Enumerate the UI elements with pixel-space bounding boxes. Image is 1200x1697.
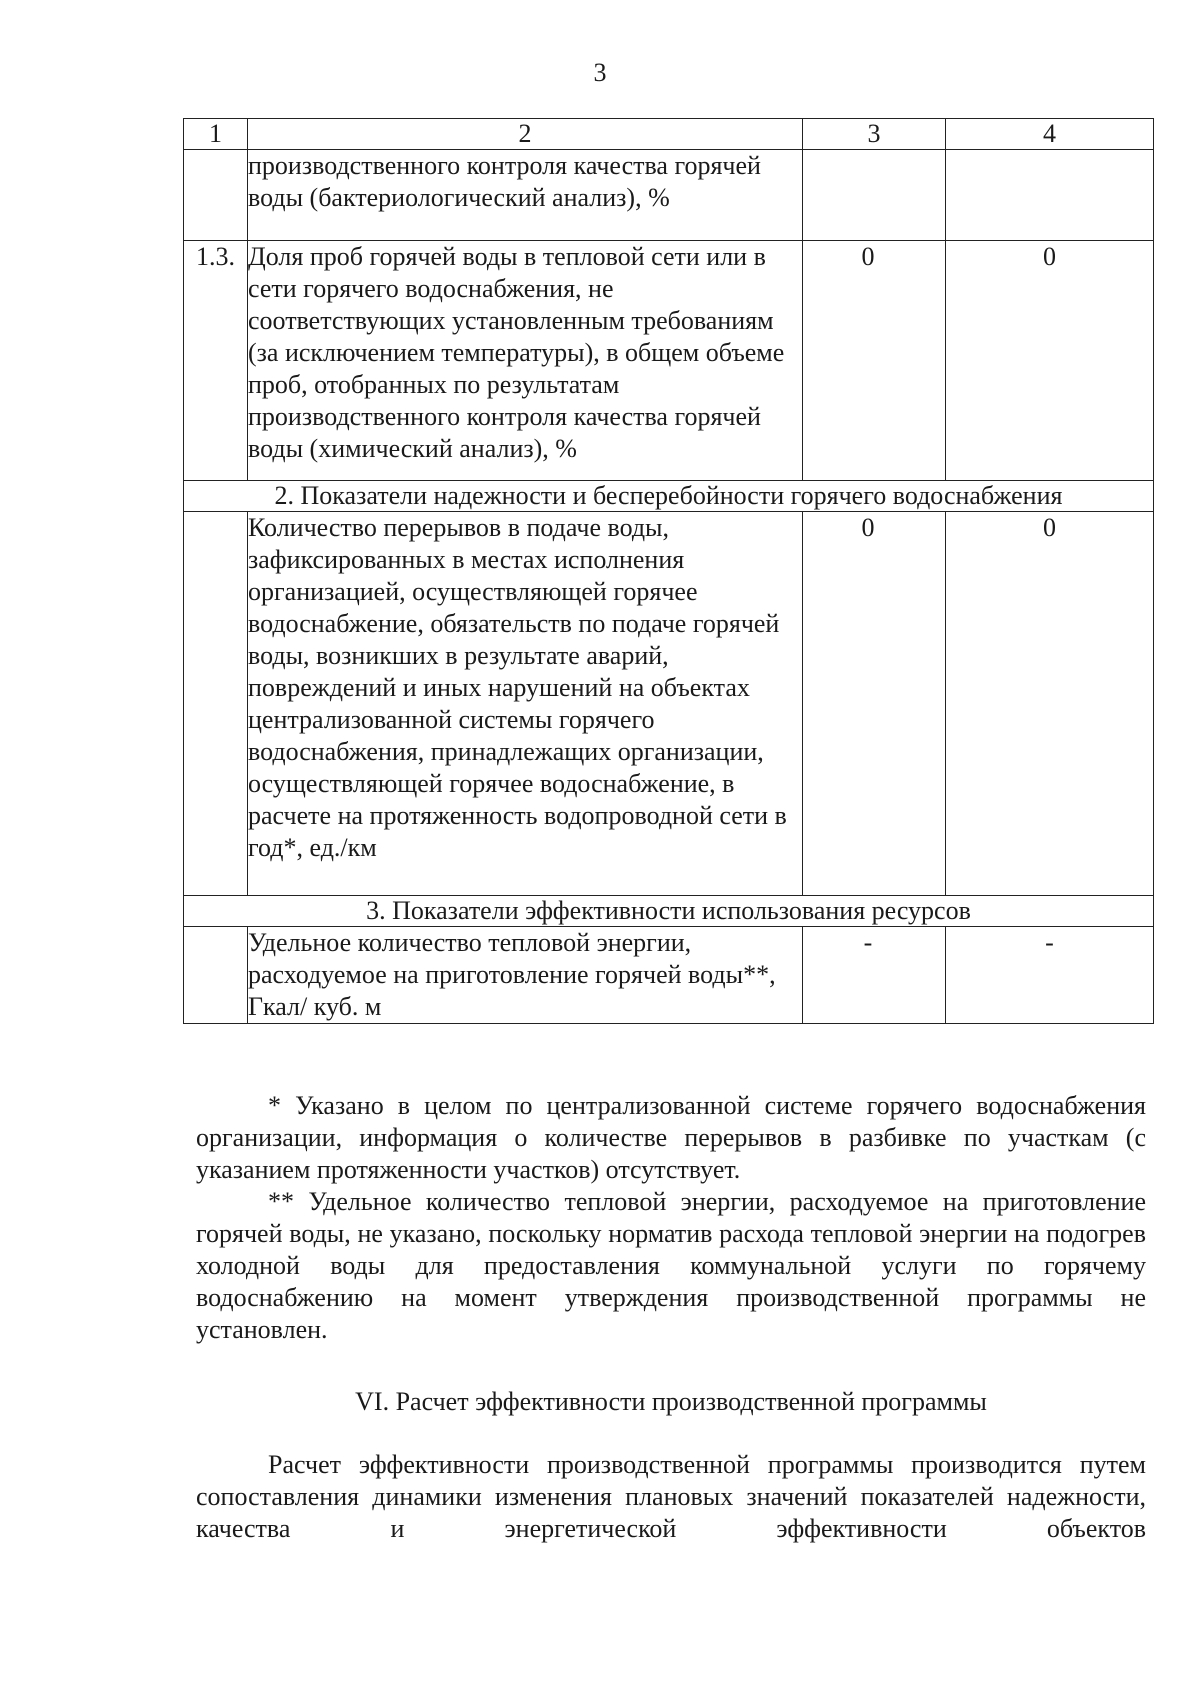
row-number: 1.3. (184, 241, 248, 481)
table-row (184, 241, 1154, 481)
header-col-1: 1 (184, 119, 248, 150)
row-description: производственного контроля качества горячей воды (бактериологический анализ), % (248, 150, 803, 241)
row-description: Доля проб горячей воды в тепловой сети или в сети горячего водоснабжения, не соответствующих установленным требованиям (за исключением температуры), в общем объеме проб, отобранных по результатам производственного контроля качества горячей воды (химический анализ), % (248, 241, 803, 481)
row-value-col3: - (803, 927, 946, 1024)
row-value-col4: - (946, 927, 1154, 1024)
row-value-col3: 0 (803, 512, 946, 896)
header-col-4: 4 (946, 119, 1154, 150)
indicators-table (183, 118, 1154, 1024)
section-2-title: 2. Показатели надежности и бесперебойности горячего водоснабжения (184, 481, 1154, 512)
row-value-col4: 0 (946, 241, 1154, 481)
section-vi-heading: VI. Расчет эффективности производственной программы (355, 1387, 987, 1416)
section-vi-paragraph: Расчет эффективности производственной программы производится путем сопоставления динамики изменения плановых значений показателей надежности, качества и энергетической эффективности объектов (196, 1450, 1146, 1543)
footnote-2: ** Удельное количество тепловой энергии, расходуемое на приготовление горячей воды, не указано, поскольку норматив расхода тепловой энергии на подогрев холодной воды для предоставления коммунальной услуги по горячему водоснабжению на момент утверждения производственной программы не установлен. (196, 1187, 1146, 1344)
table-row (184, 927, 1154, 1024)
table-header-row (184, 119, 1154, 150)
row-value-col4: 0 (946, 512, 1154, 896)
section-3-row (184, 896, 1154, 927)
row-description: Удельное количество тепловой энергии, расходуемое на приготовление горячей воды**, Гкал/ куб. м (248, 927, 803, 1024)
row-value-col4 (946, 150, 1154, 241)
table-row (184, 150, 1154, 241)
row-value-col3 (803, 150, 946, 241)
row-description: Количество перерывов в подаче воды, зафиксированных в местах исполнения организацией, осуществляющей горячее водоснабжение, обязательств по подаче горячей воды, возникших в результате аварий, повреждений и иных нарушений на объектах централизованной системы горячего водоснабжения, принадлежащих организации, осуществляющей горячее водоснабжение, в расчете на протяженность водопроводной сети в год*, ед./км (248, 512, 803, 896)
footnote-1: * Указано в целом по централизованной системе горячего водоснабжения организации, информация о количестве перерывов в разбивке по участкам (с указанием протяженности участков) отсутствует. (196, 1091, 1146, 1184)
row-number (184, 927, 248, 1024)
page-number: 3 (593, 58, 607, 87)
row-value-col3: 0 (803, 241, 946, 481)
header-col-3: 3 (803, 119, 946, 150)
row-number (184, 150, 248, 241)
header-col-2: 2 (248, 119, 803, 150)
footnotes (196, 1090, 1146, 1346)
row-number (184, 512, 248, 896)
section-2-row (184, 481, 1154, 512)
section-3-title: 3. Показатели эффективности использования ресурсов (184, 896, 1154, 927)
table-row (184, 512, 1154, 896)
